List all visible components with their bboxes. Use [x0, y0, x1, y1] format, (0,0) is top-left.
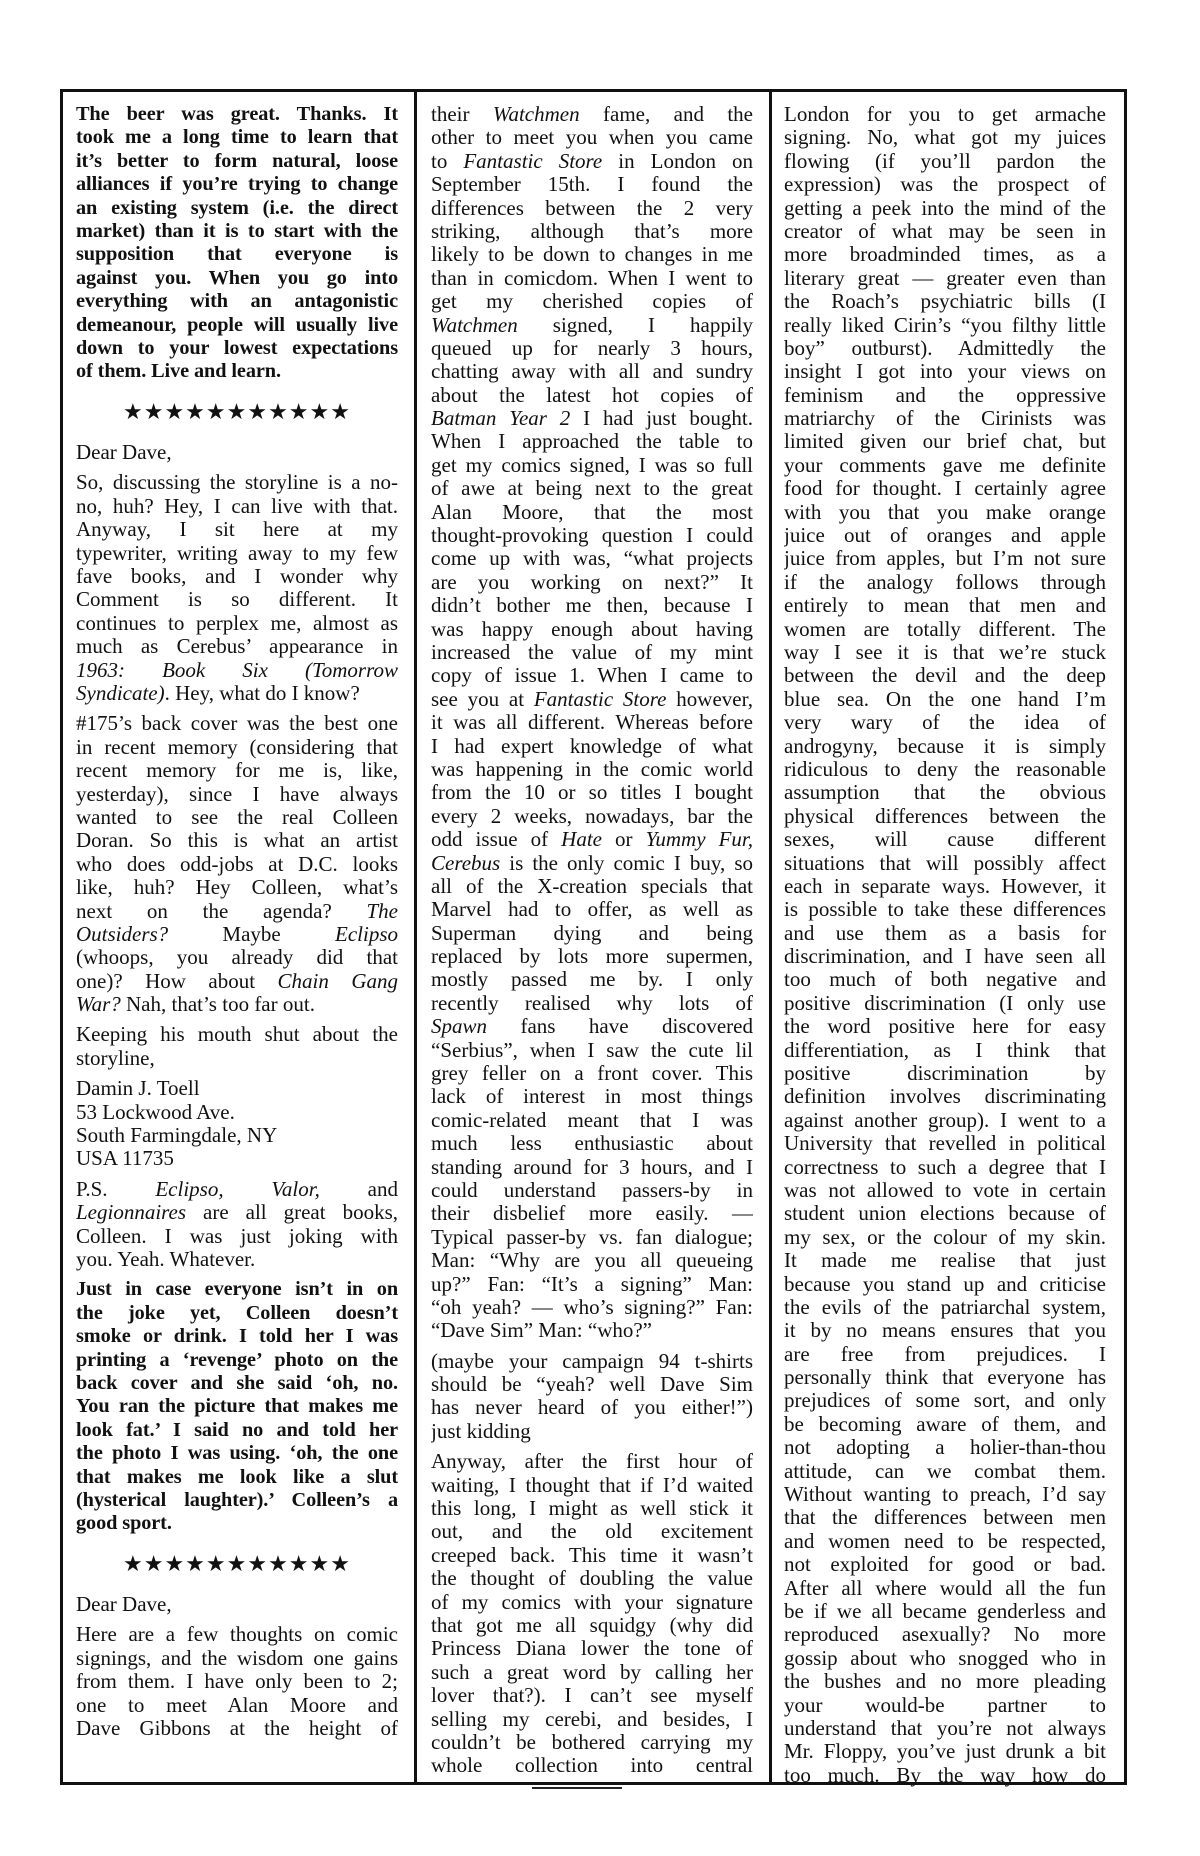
- text-line: differences between the 2 very: [431, 196, 753, 220]
- text-line: positive discrimination (I only use: [784, 991, 1106, 1015]
- text-line: prejudices of some sort, and only: [784, 1389, 1106, 1413]
- text-line: the Roach’s psychiatric bills (I: [784, 290, 1106, 314]
- text-line: Anyway, after the first hour of: [431, 1450, 753, 1474]
- text-line: Colleen. I was just joking with: [76, 1224, 398, 1248]
- text-line: one to meet Alan Moore and: [76, 1693, 398, 1717]
- text-line: in recent memory (considering that: [76, 735, 398, 759]
- text-line: Here are a few thoughts on comic: [76, 1623, 398, 1647]
- text-line: Man: “Why are you all queueing: [431, 1249, 753, 1273]
- text-line: every 2 weeks, nowadays, bar the: [431, 804, 753, 828]
- text-line: women are totally different. The: [784, 617, 1106, 641]
- text-line: “Dave Sim” Man: “who?”: [431, 1319, 653, 1343]
- text-line: 53 Lockwood Ave.: [76, 1100, 235, 1124]
- text-line: food for thought. I certainly agree: [784, 477, 1106, 501]
- column-divider: [769, 89, 772, 1783]
- text-line: student union elections because of: [784, 1202, 1106, 1226]
- text-line: Damin J. Toell: [76, 1077, 200, 1101]
- star-separator: ★★★★★★★★★★★: [123, 1550, 351, 1576]
- text-line: are you working on next?” It: [431, 570, 753, 594]
- letter-paragraph: [431, 103, 753, 1343]
- text-line: much as Cerebus’ appearance in: [76, 635, 398, 659]
- text-line: of them. Live and learn.: [76, 360, 281, 383]
- text-line: too much. By the way how do: [784, 1763, 1106, 1787]
- text-line: juice from apples, but I’m not sure: [784, 547, 1106, 571]
- text-line: of awe at being next to the great: [431, 477, 753, 501]
- text-line: not exploited for good or bad.: [784, 1553, 1106, 1577]
- text-line: (maybe your campaign 94 t-shirts: [431, 1349, 753, 1373]
- text-line: recent memory for me is, like,: [76, 759, 398, 783]
- text-line: androgyny, because it is simply: [784, 734, 1106, 758]
- text-line: chatting away with all and sundry: [431, 360, 753, 384]
- text-line: USA 11735: [76, 1147, 174, 1171]
- text-line: likely to be down to changes in me: [431, 243, 753, 267]
- text-line: yesterday), since I have always: [76, 782, 398, 806]
- text-line: it was all different. Whereas before: [431, 711, 753, 735]
- text-line: You ran the picture that makes me: [76, 1395, 398, 1418]
- text-line: such a great word by calling her: [431, 1660, 753, 1684]
- letter-paragraph: [784, 103, 1106, 1787]
- text-line: down to your lowest expectations: [76, 336, 398, 359]
- text-line: physical differences between the: [784, 804, 1106, 828]
- column-divider: [414, 89, 417, 1783]
- text-line: see you at Fantastic Store however,: [431, 687, 753, 711]
- text-line: Outsiders? Maybe Eclipso: [76, 922, 398, 946]
- text-line: has never heard of you either!”): [431, 1396, 753, 1420]
- letter-paragraph: [76, 1178, 398, 1272]
- letters-column-3: [784, 103, 1106, 1794]
- text-line: because you stand up and criticise: [784, 1272, 1106, 1296]
- text-line: Legionnaires are all great books,: [76, 1201, 398, 1225]
- text-line: and women need to be respected,: [784, 1529, 1106, 1553]
- text-line: against you. When you go into: [76, 266, 398, 289]
- text-line: Comment is so different. It: [76, 588, 398, 612]
- text-line: just kidding: [431, 1419, 531, 1443]
- text-line: Spawn fans have discovered: [431, 1015, 753, 1039]
- text-line: no, huh? Hey, I can live with that.: [76, 494, 398, 518]
- letter-paragraph: [76, 1623, 398, 1740]
- letters-column-1: [76, 103, 398, 1747]
- text-line: Syndicate). Hey, what do I know?: [76, 682, 360, 705]
- text-line: reproduced asexually? No more: [784, 1623, 1106, 1647]
- letter-paragraph: [76, 471, 398, 705]
- text-line: definition involves discriminating: [784, 1085, 1106, 1109]
- text-line: everything with an antagonistic: [76, 290, 398, 313]
- signature-address: [76, 1077, 398, 1171]
- text-line: Batman Year 2 I had just bought.: [431, 407, 753, 431]
- text-line: alliances if you’re trying to change: [76, 173, 398, 196]
- text-line: Keeping his mouth shut about the: [76, 1023, 398, 1047]
- text-line: entirely to mean that men and: [784, 594, 1106, 618]
- text-line: way I see it is that we’re stuck: [784, 640, 1106, 664]
- text-line: assumption that the obvious: [784, 781, 1106, 805]
- text-line: didn’t bother me then, because I: [431, 594, 753, 618]
- text-line: flowing (if you’ll pardon the: [784, 149, 1106, 173]
- text-line: the thought of doubling the value: [431, 1567, 753, 1591]
- text-line: situations that will possibly affect: [784, 851, 1106, 875]
- text-line: creator of what may be seen in: [784, 219, 1106, 243]
- text-line: lover that?). I can’t see myself: [431, 1684, 753, 1708]
- text-line: my sex, or the colour of my skin.: [784, 1225, 1106, 1249]
- text-line: an existing system (i.e. the direct: [76, 196, 398, 219]
- text-line: come up with was, “what projects: [431, 547, 753, 571]
- text-line: increased the value of my mint: [431, 640, 753, 664]
- text-line: waiting, I thought that if I’d waited: [431, 1473, 753, 1497]
- text-line: insight I got into your views on: [784, 360, 1106, 384]
- text-line: gossip about who snogged who in: [784, 1646, 1106, 1670]
- text-line: (whoops, you already did that: [76, 946, 398, 970]
- text-line: smoke or drink. I told her I was: [76, 1325, 398, 1348]
- text-line: Superman dying and being: [431, 921, 753, 945]
- letter-paragraph: [431, 1350, 753, 1444]
- letter-paragraph: [76, 441, 398, 464]
- text-line: signings, and the wisdom one gains: [76, 1646, 398, 1670]
- text-line: Doran. So this is what an artist: [76, 829, 398, 853]
- text-line: very wary of the idea of: [784, 711, 1106, 735]
- text-line: standing around for 3 hours, and I: [431, 1155, 753, 1179]
- text-line: could understand passers-by in: [431, 1178, 753, 1202]
- text-line: (hysterical laughter).’ Colleen’s a: [76, 1488, 398, 1511]
- text-line: Alan Moore, that the most: [431, 500, 753, 524]
- text-line: with you that you make orange: [784, 500, 1106, 524]
- star-separator: ★★★★★★★★★★★: [123, 398, 351, 424]
- text-line: signing. No, what got my juices: [784, 126, 1106, 150]
- text-line: “Serbius”, when I saw the cute lil: [431, 1038, 753, 1062]
- text-line: printing a ‘revenge’ photo on the: [76, 1348, 398, 1371]
- text-line: The beer was great. Thanks. It: [76, 103, 398, 125]
- text-line: queued up for nearly 3 hours,: [431, 336, 753, 360]
- editor-reply: [76, 103, 398, 384]
- text-line: was happening in the comic world: [431, 757, 753, 781]
- text-line: “oh yeah? — who’s signing?” Fan:: [431, 1295, 753, 1319]
- text-line: continues to perplex me, almost as: [76, 611, 398, 635]
- text-line: copy of issue 1. When I came to: [431, 664, 753, 688]
- text-line: Dear Dave,: [76, 1593, 172, 1617]
- text-line: Without wanting to preach, I’d say: [784, 1483, 1106, 1507]
- text-line: the word positive here for easy: [784, 1015, 1106, 1039]
- text-line: literary great — greater even than: [784, 266, 1106, 290]
- text-line: Princess Diana lower the tone of: [431, 1637, 753, 1661]
- text-line: September 15th. I found the: [431, 173, 753, 197]
- text-line: London for you to get armache: [784, 103, 1106, 126]
- text-line: not adopting a holier-than-thou: [784, 1436, 1106, 1460]
- text-line: to Fantastic Store in London on: [431, 149, 753, 173]
- text-line: Dear Dave,: [76, 441, 172, 465]
- text-line: grey feller on a front cover. This: [431, 1062, 753, 1086]
- text-line: that got me all squidgy (why did: [431, 1614, 753, 1637]
- text-line: from them. I have only been to 2;: [76, 1670, 398, 1694]
- text-line: out, and the old excitement: [431, 1520, 753, 1544]
- text-line: Cerebus is the only comic I buy, so: [431, 851, 753, 875]
- text-line: it by no means ensures that you: [784, 1319, 1106, 1343]
- text-line: is possible to take these differences: [784, 898, 1106, 922]
- text-line: personally think that everyone has: [784, 1366, 1106, 1390]
- text-line: are free from prejudices. I: [784, 1342, 1106, 1366]
- text-line: your would-be partner to: [784, 1693, 1106, 1717]
- text-line: University that revelled in political: [784, 1132, 1106, 1156]
- text-line: look fat.’ I said no and told her: [76, 1418, 398, 1441]
- text-line: your comments gave me definite: [784, 453, 1106, 477]
- text-line: one)? How about Chain Gang: [76, 969, 398, 993]
- text-line: took me a long time to learn that: [76, 126, 398, 149]
- text-line: correctness to such a degree that I: [784, 1155, 1106, 1179]
- text-line: typewriter, writing away to my few: [76, 541, 398, 565]
- text-line: the evils of the patriarchal system,: [784, 1295, 1106, 1319]
- text-line: ridiculous to deny the reasonable: [784, 757, 1106, 781]
- text-line: of my comics with your signature: [431, 1590, 753, 1614]
- letter-paragraph: [76, 712, 398, 1016]
- text-line: feminism and the oppressive: [784, 383, 1106, 407]
- text-line: all of the X-creation specials that: [431, 874, 753, 898]
- text-line: Just in case everyone isn’t in on: [76, 1278, 398, 1301]
- text-line: the joke yet, Colleen doesn’t: [76, 1301, 398, 1324]
- text-line: get my comics signed, I was so full: [431, 453, 753, 477]
- text-line: too much of both negative and: [784, 968, 1106, 992]
- text-line: When I approached the table to: [431, 430, 753, 454]
- footer-rule: [532, 1787, 622, 1789]
- letter-paragraph: [431, 1450, 753, 1777]
- text-line: Anyway, I sit here at my: [76, 518, 398, 542]
- text-line: and use them as a basis for: [784, 921, 1106, 945]
- letter-paragraph: [76, 1023, 398, 1070]
- text-line: up?” Fan: “It’s a signing” Man:: [431, 1272, 753, 1296]
- text-line: that the differences between men: [784, 1506, 1106, 1530]
- text-line: whole collection into central: [431, 1754, 753, 1778]
- text-line: Dave Gibbons at the height of: [76, 1717, 398, 1741]
- text-line: the photo I was using. ‘oh, the one: [76, 1442, 398, 1465]
- text-line: striking, although that’s more: [431, 219, 753, 243]
- text-line: be becoming aware of them, and: [784, 1412, 1106, 1436]
- text-line: It made me realise that just: [784, 1249, 1106, 1273]
- text-line: market) than it is to start with the: [76, 219, 398, 242]
- text-line: Typical passer-by vs. fan dialogue;: [431, 1225, 753, 1249]
- text-line: demeanour, people will usually live: [76, 313, 398, 336]
- text-line: recently realised why lots of: [431, 991, 753, 1015]
- text-line: this long, I might as well stick it: [431, 1497, 753, 1521]
- text-line: their Watchmen fame, and the: [431, 103, 753, 126]
- text-line: wanted to see the real Colleen: [76, 805, 398, 829]
- text-line: boy” outburst). Admittedly the: [784, 336, 1106, 360]
- text-line: Watchmen signed, I happily: [431, 313, 753, 337]
- text-line: like, huh? Hey Colleen, what’s: [76, 876, 398, 900]
- text-line: back cover and she said ‘oh, no.: [76, 1371, 398, 1394]
- text-line: other to meet you when you came: [431, 126, 753, 150]
- text-line: positive discrimination by: [784, 1062, 1106, 1086]
- text-line: thought-provoking question I could: [431, 524, 753, 548]
- text-line: get my cherished copies of: [431, 290, 753, 314]
- text-line: was happy enough about having: [431, 617, 753, 641]
- text-line: who does odd-jobs at D.C. looks: [76, 852, 398, 876]
- text-line: getting a peek into the mind of the: [784, 196, 1106, 220]
- text-line: selling my cerebi, and besides, I: [431, 1707, 753, 1731]
- text-line: the bushes and no more pleading: [784, 1670, 1106, 1694]
- text-line: understand that you’re not always: [784, 1716, 1106, 1740]
- text-line: After all where would all the fun: [784, 1576, 1106, 1600]
- text-line: lack of interest in most things: [431, 1085, 753, 1109]
- text-line: discrimination, and I have seen all: [784, 945, 1106, 969]
- text-line: should be “yeah? well Dave Sim: [431, 1373, 753, 1397]
- text-line: South Farmingdale, NY: [76, 1124, 278, 1148]
- text-line: between the devil and the deep: [784, 664, 1106, 688]
- text-line: So, discussing the storyline is a no-: [76, 471, 398, 495]
- text-line: I had expert knowledge of what: [431, 734, 753, 758]
- letter-paragraph: [76, 1593, 398, 1616]
- text-line: matriarchy of the Cirinists was: [784, 407, 1106, 431]
- text-line: against another group). I went to a: [784, 1108, 1106, 1132]
- text-line: attitude, can we combat them.: [784, 1459, 1106, 1483]
- text-line: Mr. Floppy, you’ve just drunk a bit: [784, 1740, 1106, 1764]
- text-line: expression) was the prospect of: [784, 173, 1106, 197]
- text-line: than in comicdom. When I went to: [431, 266, 753, 290]
- text-line: good sport.: [76, 1512, 172, 1535]
- letters-column-2: [431, 103, 753, 1785]
- text-line: storyline,: [76, 1046, 155, 1070]
- text-line: about the latest hot copies of: [431, 383, 753, 407]
- text-line: fave books, and I wonder why: [76, 565, 398, 589]
- text-line: odd issue of Hate or Yummy Fur,: [431, 828, 753, 852]
- text-line: limited given our brief chat, but: [784, 430, 1106, 454]
- text-line: was not allowed to vote in certain: [784, 1178, 1106, 1202]
- text-line: their disbelief more easily. —: [431, 1202, 753, 1226]
- text-line: Marvel had to offer, as well as: [431, 898, 753, 922]
- text-line: each in separate ways. However, it: [784, 874, 1106, 898]
- text-line: blue sea. On the one hand I’m: [784, 687, 1106, 711]
- text-line: creeped back. This time it wasn’t: [431, 1543, 753, 1567]
- text-line: it’s better to form natural, loose: [76, 149, 398, 172]
- text-line: comic-related meant that I was: [431, 1108, 753, 1132]
- text-line: sexes, will cause different: [784, 828, 1106, 852]
- text-line: replaced by lots more supermen,: [431, 945, 753, 969]
- text-line: War? Nah, that’s too far out.: [76, 993, 315, 1017]
- text-line: more broadminded times, as a: [784, 243, 1106, 267]
- text-line: supposition that everyone is: [76, 243, 398, 266]
- text-line: be if we all became genderless and: [784, 1600, 1106, 1623]
- text-line: 1963: Book Six (Tomorrow: [76, 658, 398, 682]
- text-line: really liked Cirin’s “you filthy little: [784, 313, 1106, 337]
- text-line: differentiation, as I think that: [784, 1038, 1106, 1062]
- text-line: from the 10 or so titles I bought: [431, 781, 753, 805]
- editor-reply: [76, 1278, 398, 1535]
- text-line: next on the agenda? The: [76, 899, 398, 923]
- text-line: couldn’t be bothered carrying my: [431, 1730, 753, 1754]
- text-line: if the analogy follows through: [784, 570, 1106, 594]
- text-line: P.S. Eclipso, Valor, and: [76, 1177, 398, 1201]
- text-line: mostly passed me by. I only: [431, 968, 753, 992]
- text-line: juice out of oranges and apple: [784, 524, 1106, 548]
- text-line: that makes me look like a slut: [76, 1465, 398, 1488]
- text-line: you. Yeah. Whatever.: [76, 1247, 256, 1271]
- text-line: much less enthusiastic about: [431, 1132, 753, 1156]
- text-line: #175’s back cover was the best one: [76, 712, 398, 736]
